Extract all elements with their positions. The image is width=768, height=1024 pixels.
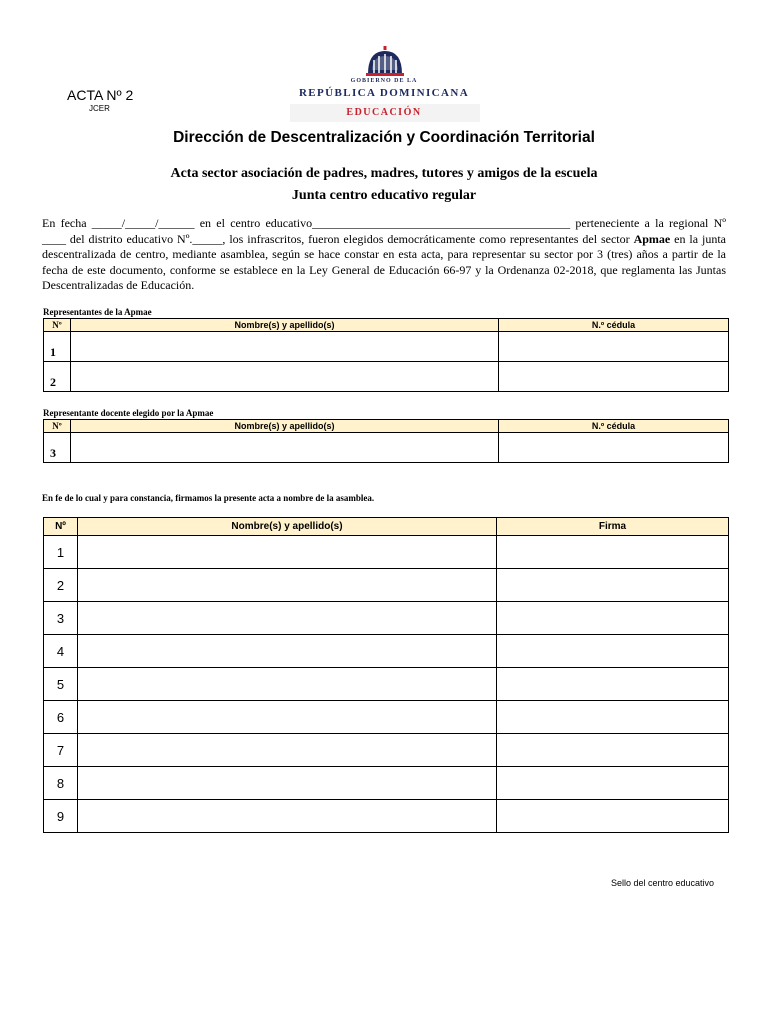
- col-header-id: N.º cédula: [499, 319, 729, 332]
- teacher-representative-table: [43, 419, 729, 463]
- name-cell[interactable]: [78, 635, 497, 668]
- table-header-row: [44, 319, 729, 332]
- row-number: 5: [44, 668, 78, 701]
- row-number: 9: [44, 800, 78, 833]
- row-number: 7: [44, 734, 78, 767]
- name-cell[interactable]: [71, 433, 499, 463]
- col-header-number: Nº: [44, 420, 71, 433]
- name-cell[interactable]: [71, 332, 499, 362]
- row-number: 1: [44, 332, 71, 362]
- signatures-table: [43, 517, 729, 833]
- table-row: [44, 767, 729, 800]
- acta-number-label: ACTA Nº 2: [67, 87, 134, 103]
- name-cell[interactable]: [78, 536, 497, 569]
- table1-label: Representantes de la Apmae: [43, 307, 152, 317]
- table-row: [44, 433, 729, 463]
- signature-cell[interactable]: [497, 635, 729, 668]
- representatives-table: [43, 318, 729, 392]
- name-cell[interactable]: [71, 362, 499, 392]
- signature-cell[interactable]: [497, 767, 729, 800]
- table-header-row: [44, 420, 729, 433]
- id-cell[interactable]: [499, 362, 729, 392]
- school-stamp-caption: Sello del centro educativo: [611, 878, 715, 888]
- table-row: [44, 734, 729, 767]
- col-header-name: Nombre(s) y apellido(s): [71, 420, 499, 433]
- table-row: [44, 569, 729, 602]
- document-subtitle-2: Junta centro educativo regular: [291, 188, 477, 203]
- intro-text-2: en la junta descentralizada de centro, mediante asamblea, según se hace constar en esta acta, para representar su sector por 3 (tres) años a partir de la fecha de este documento, conforme se establece en la Ley General de Educación 66-97 y la Ordenanza 02-2018, que reglamenta las Juntas Descentralizadas de Educación.: [42, 231, 727, 292]
- intro-paragraph: [42, 216, 726, 294]
- row-number: 1: [44, 536, 78, 569]
- intro-text-1: En fecha _____/_____/______ en el centro educativo___________________________________________ perteneciente a la regional Nº ____ del distrito educativo Nº._____, los infrascritos, fueron elegidos democráticamente como representantes del sector: [42, 216, 726, 246]
- col-header-signature: Firma: [497, 518, 729, 536]
- col-header-name: Nombre(s) y apellido(s): [78, 518, 497, 536]
- table-row: [44, 635, 729, 668]
- name-cell[interactable]: [78, 569, 497, 602]
- name-cell[interactable]: [78, 701, 497, 734]
- table2-label: Representante docente elegido por la Apmae: [43, 408, 214, 418]
- table-row: [44, 668, 729, 701]
- document-subtitle-1: Acta sector asociación de padres, madres, tutores y amigos de la escuela: [170, 166, 598, 181]
- signature-cell[interactable]: [497, 536, 729, 569]
- col-header-id: N.º cédula: [499, 420, 729, 433]
- acta-sub-label: JCER: [89, 104, 110, 113]
- table-row: [44, 536, 729, 569]
- signature-cell[interactable]: [497, 602, 729, 635]
- name-cell[interactable]: [78, 800, 497, 833]
- signature-cell[interactable]: [497, 569, 729, 602]
- logo-line-2: REPÚBLICA DOMINICANA: [298, 87, 470, 99]
- table-row: [44, 362, 729, 392]
- signature-cell[interactable]: [497, 668, 729, 701]
- signature-cell[interactable]: [497, 800, 729, 833]
- name-cell[interactable]: [78, 602, 497, 635]
- table-row: [44, 800, 729, 833]
- table-header-row: [44, 518, 729, 536]
- signature-cell[interactable]: [497, 734, 729, 767]
- col-header-name: Nombre(s) y apellido(s): [71, 319, 499, 332]
- name-cell[interactable]: [78, 734, 497, 767]
- signature-cell[interactable]: [497, 701, 729, 734]
- table-row: [44, 602, 729, 635]
- intro-sector-name: Apmae: [633, 231, 671, 246]
- col-header-number: Nº: [44, 518, 78, 536]
- row-number: 4: [44, 635, 78, 668]
- table-row: [44, 701, 729, 734]
- logo-line-3: EDUCACIÓN: [346, 107, 422, 118]
- table-row: [44, 332, 729, 362]
- id-cell[interactable]: [499, 433, 729, 463]
- shield-emblem-icon: [362, 46, 408, 78]
- row-number: 8: [44, 767, 78, 800]
- row-number: 3: [44, 433, 71, 463]
- name-cell[interactable]: [78, 767, 497, 800]
- document-title: Dirección de Descentralización y Coordinación Territorial: [173, 129, 595, 146]
- government-logo: [284, 46, 484, 122]
- row-number: 2: [44, 362, 71, 392]
- name-cell[interactable]: [78, 668, 497, 701]
- logo-line-1: GOBIERNO DE LA: [350, 78, 418, 84]
- closing-statement: En fe de lo cual y para constancia, firmamos la presente acta a nombre de la asamblea.: [42, 493, 375, 503]
- col-header-number: Nº: [44, 319, 71, 332]
- row-number: 2: [44, 569, 78, 602]
- row-number: 6: [44, 701, 78, 734]
- id-cell[interactable]: [499, 332, 729, 362]
- row-number: 3: [44, 602, 78, 635]
